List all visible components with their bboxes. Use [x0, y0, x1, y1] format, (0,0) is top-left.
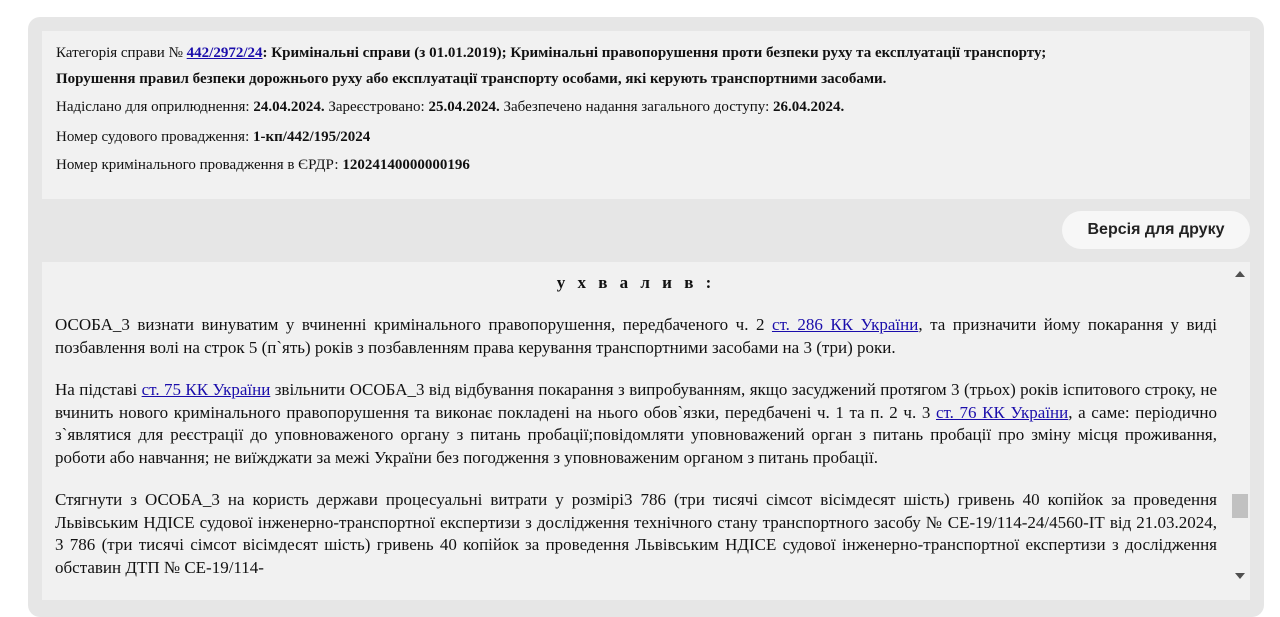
case-info-panel — [42, 31, 1250, 199]
court-proceeding-line — [56, 124, 1236, 150]
document-scrollbar[interactable] — [1230, 262, 1250, 600]
court-proc-label: Номер судового провадження: — [56, 129, 253, 145]
p1-text-b: , та призначити йому покарання у виді позбавлення волі на строк 5 (п`ять) років з позбавленням права керування транспортними засобами на 3 (три) роки. — [55, 315, 1218, 357]
registered-label: Зареєстровано: — [324, 99, 429, 115]
erdr-line — [56, 152, 1236, 178]
p2-text-a: На підставі — [55, 380, 142, 399]
court-proc-value: 1-кп/442/195/2024 — [253, 129, 371, 145]
case-number-link[interactable]: 442/2972/24 — [186, 45, 263, 61]
triangle-down-icon[interactable] — [1235, 573, 1245, 579]
dates-line — [56, 94, 1236, 120]
category-prefix: Категорія справи № — [56, 45, 187, 61]
paragraph-1 — [55, 314, 1217, 359]
document-text-area[interactable] — [42, 262, 1230, 600]
erdr-label: Номер кримінального провадження в ЄРДР: — [56, 157, 343, 173]
article-76-link[interactable]: ст. 76 КК України — [935, 402, 1069, 422]
paragraph-3: Стягнути з ОСОБА_3 на користь держави процесуальні витрати у розмірі3 786 (три тисячі сімсот вісімдесят шість) гривень 40 копійок за проведення Львівським НДІСЕ судової інженерно-транспортної експертизи з дослідження технічного стану транспортного засобу № СЕ-19/114-24/4560-ІТ від 21.03.2024, 3 786 (три тисячі сімсот вісімдесят шість) гривень 40 копійок за проведення Львівським НДІСЕ судової інженерно-транспортної експертизи з дослідження обставин ДТП № СЕ-19/114- — [55, 490, 1217, 577]
access-label: Забезпечено надання загального доступу: — [499, 99, 773, 115]
p1-text-a: ОСОБА_3 визнати винуватим у вчиненні кримінального правопорушення, передбаченого ч. 2 — [55, 315, 772, 334]
registered-date: 25.04.2024. — [428, 99, 500, 115]
access-date: 26.04.2024. — [773, 99, 845, 115]
erdr-value: 12024140000000196 — [342, 157, 470, 173]
triangle-up-icon[interactable] — [1235, 271, 1245, 277]
paragraph-2 — [55, 379, 1217, 469]
sent-date: 24.04.2024. — [253, 99, 325, 115]
category-text: : Кримінальні справи (з 01.01.2019); Кримінальні правопорушення проти безпеки руху та експлуатації транспорту; — [262, 45, 1047, 61]
scrollbar-thumb[interactable] — [1232, 494, 1248, 518]
decision-heading: у х в а л и в : — [556, 273, 716, 292]
p2-text-c: , а саме: періодично з`являтися для реєстрації до уповноваженого органу з питань пробації;повідомляти уповноважений орган з питань пробації про зміну місця проживання, роботи або навчання; не виїжджати за межі України без погодження з уповноваженим органом з питань пробації. — [55, 402, 1218, 467]
p2-text-b: звільнити ОСОБА_3 від відбування покарання з випробуванням, якщо засуджений протягом 3 (трьох) років іспитового строку, не вчинить нового кримінального правопорушення та виконає покладені на нього обов`язки, передбачені ч. 1 та п. 2 ч. 3 — [55, 380, 1217, 422]
case-category-line — [56, 40, 1236, 66]
article-286-link[interactable]: ст. 286 КК України — [771, 315, 919, 334]
print-version-button[interactable]: Версія для друку — [1062, 211, 1250, 249]
category-text-2: Порушення правил безпеки дорожнього руху або експлуатації транспорту особами, які керують транспортними засобами. — [56, 71, 887, 87]
sent-label: Надіслано для оприлюднення: — [56, 99, 254, 115]
article-75-link[interactable]: ст. 75 КК України — [141, 380, 271, 399]
case-category-line-2 — [56, 66, 1236, 92]
